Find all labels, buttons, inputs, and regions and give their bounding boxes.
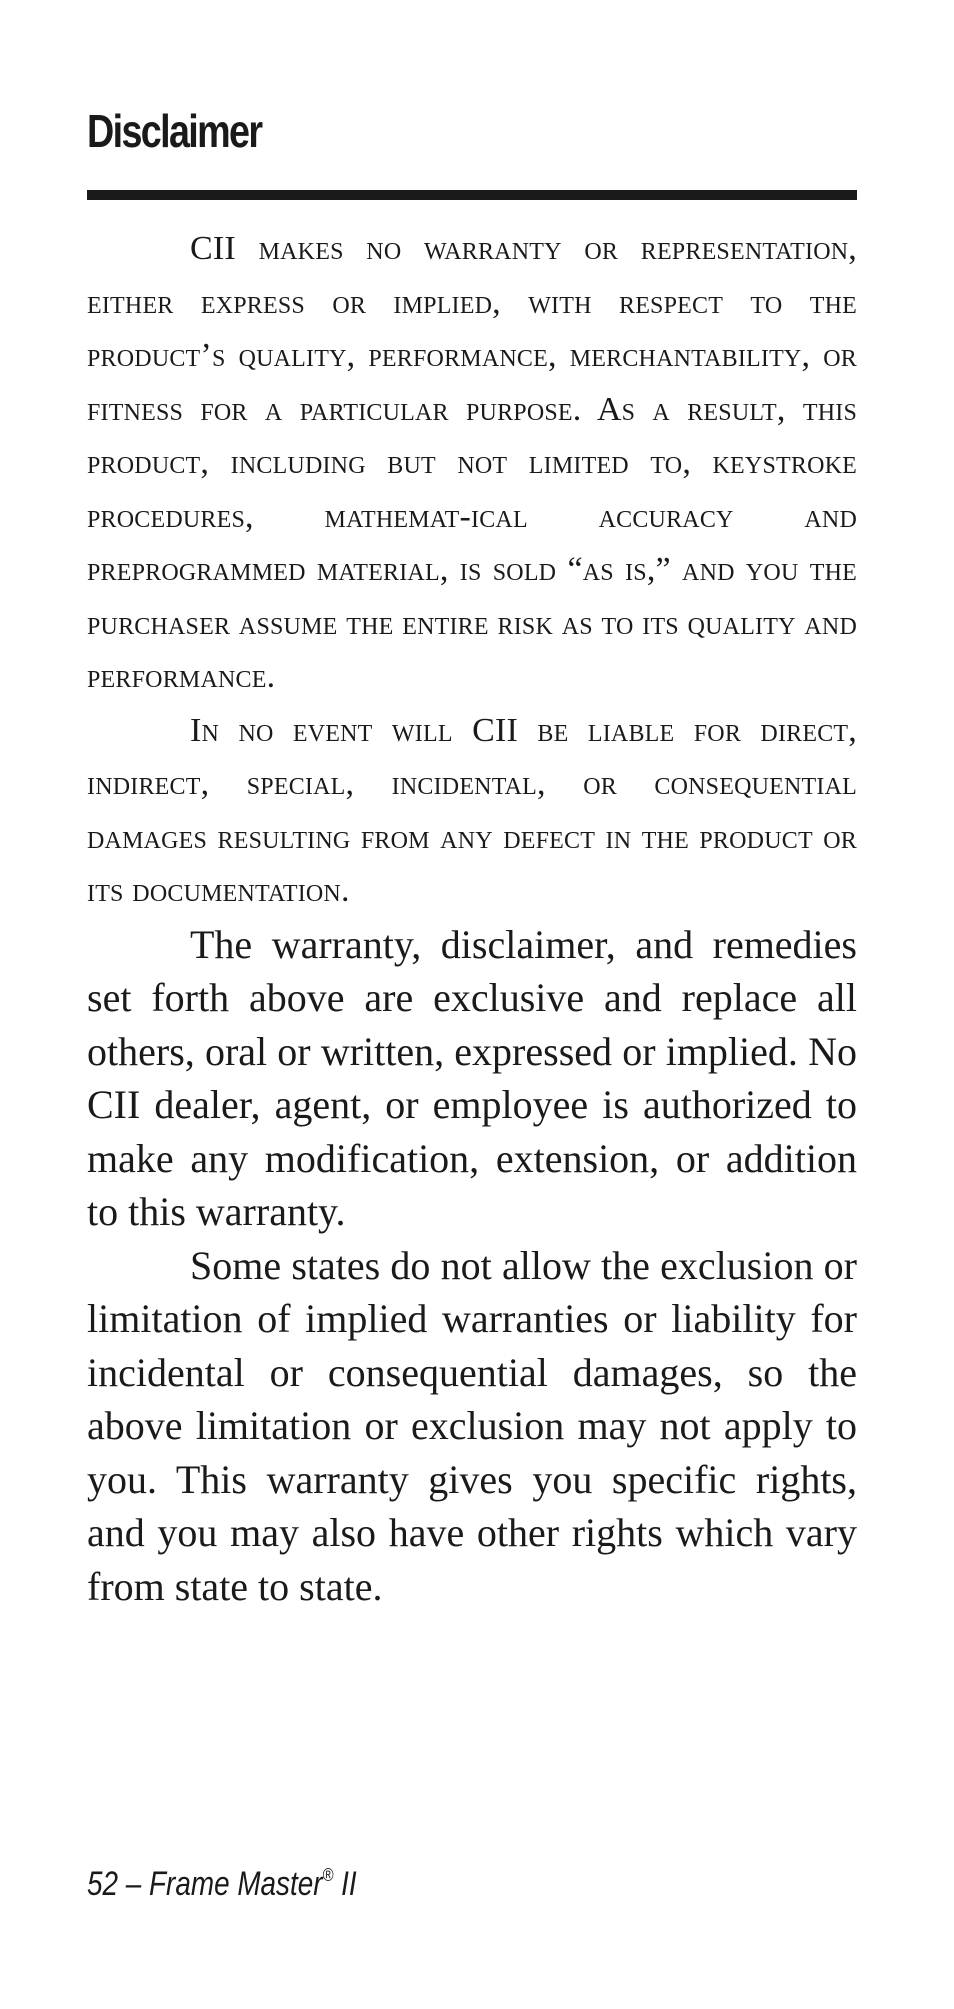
heading-rule [87, 190, 857, 200]
state-rights-paragraph: Some states do not allow the exclusion or limitation of implied warranties or liability for incidental or consequential damages, so the above limitation or exclusion may not apply to you. This warranty gives you specific rights, and you may also have other rights which vary from state to state. [87, 1242, 857, 1609]
disclaimer-body [87, 222, 857, 1613]
page-number: 52 [87, 1865, 119, 1903]
product-suffix: II [333, 1865, 357, 1903]
footer-separator: – [118, 1865, 150, 1903]
page-title: Disclaimer [87, 105, 262, 157]
registered-mark: ® [322, 1865, 334, 1885]
exclusivity-paragraph: The warranty, disclaimer, and remedies set forth above are exclusive and replace all others, oral or written, expressed or implied. No CII dealer, agent, or employee is authorized to make any modification, extension, or addition to this warranty. [87, 921, 857, 1234]
warranty-paragraph: CII makes no warranty or representation, either express or implied, with respect to the product’s quality, performance, merchantability, or fitness for a particular purpose. As a result, this product, including but not limited to, keystroke procedures, mathemat-ical accuracy and preprogrammed material, is sold “as is,” and you the purchaser assume the entire risk as to its quality and performance. [87, 230, 857, 695]
product-name: Frame Master [149, 1865, 323, 1903]
liability-paragraph: In no event will CII be liable for direct, indirect, special, incidental, or consequential damages resulting from any defect in the product or its documentation. [87, 711, 857, 909]
page-footer [87, 1865, 357, 1904]
